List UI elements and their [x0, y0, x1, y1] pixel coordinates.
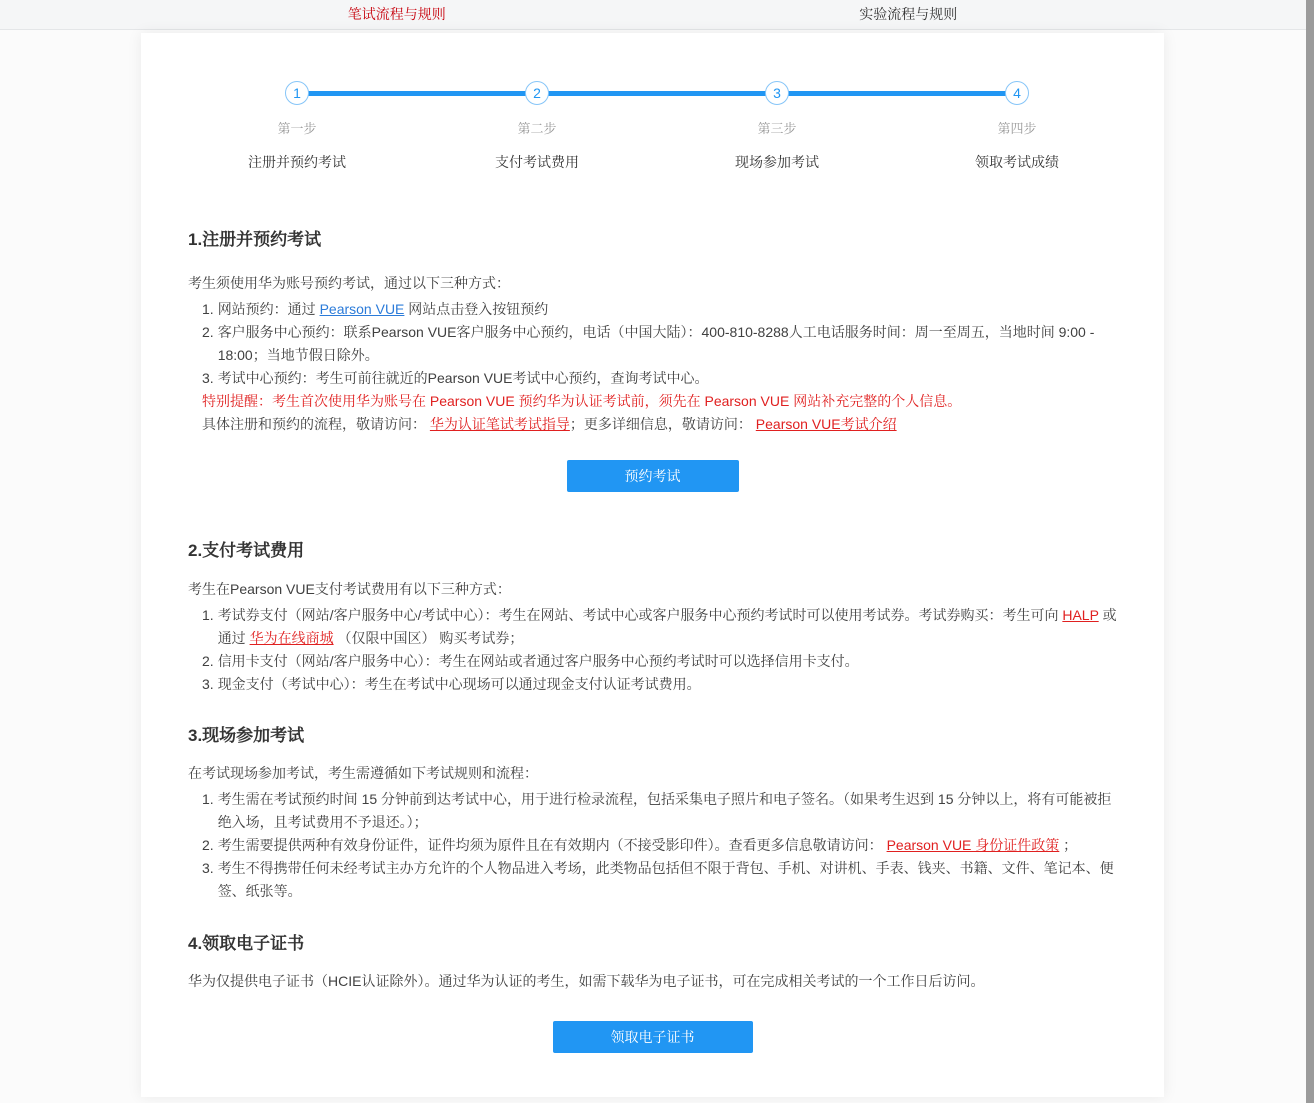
tab-written-exam-rules[interactable]: 笔试流程与规则 [347, 6, 446, 22]
step-circle-2: 2 [525, 81, 549, 105]
list-item: 1. 网站预约：通过 Pearson VUE 网站点击登入按钮预约 [202, 301, 549, 317]
section2-heading: 2.支付考试费用 [188, 541, 305, 560]
list-item: 2. 考生需要提供两种有效身份证件，证件均须为原件且在有效期内（不接受影印件）。查看更多信息敬请访问： Pearson VUE 身份证件政策 ； [202, 837, 1078, 853]
page-scrollbar[interactable] [1306, 0, 1314, 1103]
section3-intro: 在考试现场参加考试，考生需遵循如下考试规则和流程： [188, 765, 538, 781]
pearson-vue-link[interactable]: Pearson VUE [319, 301, 405, 317]
top-tab-bar [0, 0, 1314, 30]
list-item: 2. 信用卡支付（网站/客户服务中心）：考生在网站或者通过客户服务中心预约考试时可以选择信用卡支付。 [202, 653, 859, 669]
step-label-4: 第四步 [997, 121, 1037, 136]
huawei-online-store-link[interactable]: 华为在线商城 [249, 630, 334, 646]
list-item: 1. 考生需在考试预约时间 15 分钟前到达考试中心，用于进行检录流程，包括采集电子照片和电子签名。（如果考生迟到 15 分钟以上，将有可能被拒绝入场，且考试费用不予退还。）； [202, 791, 1112, 830]
step-title-3: 现场参加考试 [735, 154, 819, 170]
list-item: 2. 客户服务中心预约：联系Pearson VUE客户服务中心预约，电话（中国大陆）：400-810-8288人工电话服务时间：周一至周五，当地时间 9:00 - 18:00；当地节假日除外。 [202, 324, 1095, 363]
section1-list [188, 298, 1117, 390]
content-card [141, 33, 1164, 1097]
list-item: 3. 考生不得携带任何未经考试主办方允许的个人物品进入考场，此类物品包括但不限于背包、手机、对讲机、手表、钱夹、书籍、文件、笔记本、便签、纸张等。 [202, 860, 1114, 899]
step-label-3: 第三步 [757, 121, 797, 136]
tabs-container [141, 0, 1164, 29]
step-circle-1: 1 [285, 81, 309, 105]
id-policy-link[interactable]: Pearson VUE 身份证件政策 [886, 837, 1060, 853]
section1-intro: 考生须使用华为账号预约考试，通过以下三种方式： [188, 275, 510, 291]
step-circle-4: 4 [1005, 81, 1029, 105]
step-label-1: 第一步 [277, 121, 317, 136]
section2-intro: 考生在Pearson VUE支付考试费用有以下三种方式： [188, 581, 511, 597]
halp-link[interactable]: HALP [1062, 607, 1099, 623]
get-certificate-button[interactable]: 领取电子证书 [553, 1021, 753, 1053]
section3-list [188, 788, 1117, 903]
exam-process-stepper [141, 33, 1164, 172]
book-exam-button[interactable]: 预约考试 [567, 460, 739, 492]
section1-heading: 1.注册并预约考试 [188, 230, 322, 249]
step-title-2: 支付考试费用 [495, 154, 579, 170]
section3-heading: 3.现场参加考试 [188, 726, 305, 745]
step-title-4: 领取考试成绩 [975, 154, 1059, 170]
step-circle-3: 3 [765, 81, 789, 105]
section4-body: 华为仅提供电子证书（HCIE认证除外）。通过华为认证的考生，如需下载华为电子证书，可在完成相关考试的一个工作日后访问。 [188, 973, 985, 989]
section1-note: 具体注册和预约的流程，敬请访问： 华为认证笔试考试指导；更多详细信息，敬请访问： Pearson VUE考试介绍 [202, 416, 897, 432]
pearson-vue-exam-intro-link[interactable]: Pearson VUE考试介绍 [755, 416, 897, 432]
section4-heading: 4.领取电子证书 [188, 934, 305, 953]
step-label-2: 第二步 [517, 121, 557, 136]
tab-lab-exam-rules[interactable]: 实验流程与规则 [859, 6, 958, 22]
written-exam-guide-link[interactable]: 华为认证笔试考试指导 [429, 416, 570, 432]
section2-list [188, 604, 1117, 696]
special-reminder-text: 特别提醒：考生首次使用华为账号在 Pearson VUE 预约华为认证考试前，须先在 Pearson VUE 网站补充完整的个人信息。 [202, 393, 962, 409]
list-item: 3. 考试中心预约：考生可前往就近的Pearson VUE考试中心预约，查询考试中心。 [202, 370, 709, 386]
list-item: 1. 考试券支付（网站/客户服务中心/考试中心）：考生在网站、考试中心或客户服务中心预约考试时可以使用考试券。考试券购买：考生可向 HALP 或通过 华为在线商城 （仅限中国区） 购买考试券； [202, 607, 1117, 646]
step-title-1: 注册并预约考试 [248, 154, 346, 170]
list-item: 3. 现金支付（考试中心）：考生在考试中心现场可以通过现金支付认证考试费用。 [202, 676, 701, 692]
